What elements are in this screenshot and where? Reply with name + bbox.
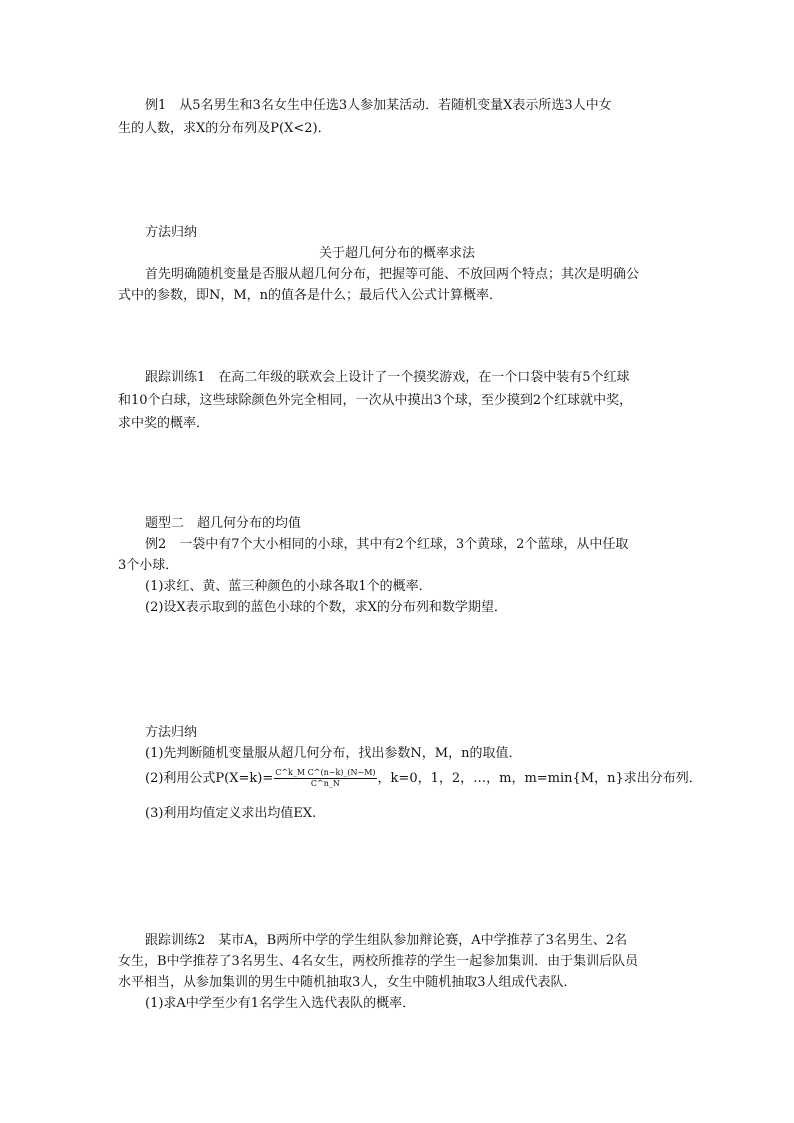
example2-line2: 3个小球． <box>118 558 179 573</box>
example2-question2: (2)设X表示取到的蓝色小球的个数，求X的分布列和数学期望． <box>145 600 507 615</box>
practice1-line1: 跟踪训练1 在高二年级的联欢会上设计了一个摸奖游戏，在一个口袋中装有5个红球 <box>145 370 630 385</box>
method-step3: (3)利用均值定义求出均值EX. <box>145 806 317 821</box>
method-step1: (1)先判断随机变量服从超几何分布，找出参数N，M，n的取值． <box>145 746 522 761</box>
section-heading: 题型二 超几何分布的均值 <box>145 516 302 531</box>
practice2-question1: (1)求A中学至少有1名学生入选代表队的概率． <box>145 996 416 1011</box>
practice1-line3: 求中奖的概率． <box>118 416 210 431</box>
formula-denominator: C^n_N <box>310 779 340 788</box>
method-text-line2: 式中的参数，即N，M，n的值各是什么；最后代入公式计算概率． <box>118 288 503 303</box>
example2-line1: 例2 一袋中有7个大小相同的小球，其中有2个红球，3个黄球，2个蓝球，从中任取 <box>145 537 629 552</box>
practice2-line2: 女生，B中学推荐了3名男生、4名女生，两校所推荐的学生一起参加集训．由于集训后队员 <box>118 954 639 969</box>
formula-numerator: C^k_M C^(n−k)_(N−M) <box>275 768 376 777</box>
example1-line1: 例1 从5名男生和3名女生中任选3人参加某活动．若随机变量X表示所选3人中女 <box>145 98 612 113</box>
method-text-line1: 首先明确随机变量是否服从超几何分布，把握等可能、不放回两个特点；其次是明确公 <box>145 267 640 282</box>
probability-formula-fraction <box>274 768 376 789</box>
method-step2 <box>145 766 702 792</box>
example1-line2: 生的人数，求X的分布列及P(X<2)． <box>118 121 331 136</box>
method-heading: 方法归纳 <box>145 725 198 740</box>
example2-question1: (1)求红、黄、蓝三种颜色的小球各取1个的概率． <box>145 579 432 594</box>
formula-suffix: ，k=0，1，2，…，m，m=min{M，n}求出分布列． <box>377 771 702 786</box>
practice2-line1: 跟踪训练2 某市A，B两所中学的学生组队参加辩论赛，A中学推荐了3名男生、2名 <box>145 933 628 948</box>
method-heading: 方法归纳 <box>145 225 198 240</box>
practice1-line2: 和10个白球，这些球除颜色外完全相同，一次从中摸出3个球，至少摸到2个红球就中奖， <box>118 393 633 408</box>
method-title: 关于超几何分布的概率求法 <box>318 246 475 261</box>
practice2-line3: 水平相当，从参加集训的男生中随机抽取3人，女生中随机抽取3人组成代表队． <box>118 975 577 990</box>
formula-prefix: (2)利用公式P(X=k)= <box>145 771 274 786</box>
